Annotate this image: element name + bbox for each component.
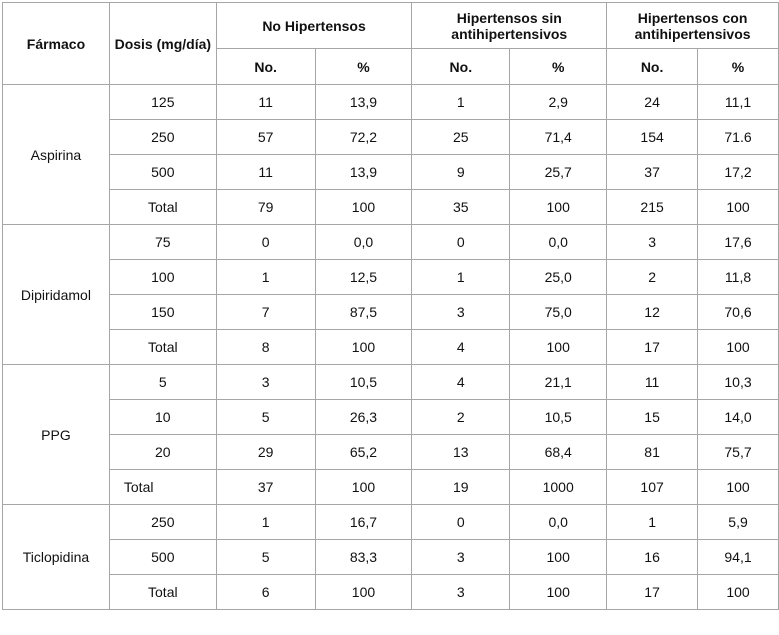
value-cell: 0,0 bbox=[510, 225, 607, 260]
value-cell: 72,2 bbox=[315, 120, 412, 155]
table-row bbox=[3, 85, 779, 120]
table-row bbox=[3, 260, 779, 295]
value-cell: 12,5 bbox=[315, 260, 412, 295]
header-dosis: Dosis (mg/día) bbox=[109, 3, 216, 85]
value-cell: 1 bbox=[216, 505, 315, 540]
value-cell: 12 bbox=[607, 295, 698, 330]
value-cell: 1 bbox=[216, 260, 315, 295]
header-pct: % bbox=[315, 49, 412, 85]
value-cell: 2 bbox=[607, 260, 698, 295]
table-row bbox=[3, 190, 779, 225]
value-cell: 100 bbox=[510, 575, 607, 610]
dose-cell: 10 bbox=[109, 400, 216, 435]
value-cell: 25,0 bbox=[510, 260, 607, 295]
value-cell: 100 bbox=[698, 330, 779, 365]
value-cell: 70,6 bbox=[698, 295, 779, 330]
value-cell: 5,9 bbox=[698, 505, 779, 540]
value-cell: 11 bbox=[216, 85, 315, 120]
value-cell: 25 bbox=[412, 120, 510, 155]
table-body bbox=[3, 85, 779, 610]
dose-cell: Total bbox=[109, 190, 216, 225]
value-cell: 9 bbox=[412, 155, 510, 190]
table-row bbox=[3, 365, 779, 400]
value-cell: 8 bbox=[216, 330, 315, 365]
value-cell: 100 bbox=[315, 330, 412, 365]
value-cell: 10,5 bbox=[315, 365, 412, 400]
header-no: No. bbox=[607, 49, 698, 85]
header-group-hipertensos-sin: Hipertensos sin antihipertensivos bbox=[412, 3, 607, 49]
value-cell: 0 bbox=[216, 225, 315, 260]
value-cell: 81 bbox=[607, 435, 698, 470]
dose-cell: 500 bbox=[109, 155, 216, 190]
value-cell: 3 bbox=[412, 295, 510, 330]
value-cell: 0 bbox=[412, 505, 510, 540]
header-farmaco: Fármaco bbox=[3, 3, 110, 85]
value-cell: 37 bbox=[607, 155, 698, 190]
value-cell: 79 bbox=[216, 190, 315, 225]
value-cell: 37 bbox=[216, 470, 315, 505]
table-row bbox=[3, 575, 779, 610]
dose-cell: 100 bbox=[109, 260, 216, 295]
value-cell: 65,2 bbox=[315, 435, 412, 470]
value-cell: 13 bbox=[412, 435, 510, 470]
value-cell: 17,2 bbox=[698, 155, 779, 190]
value-cell: 94,1 bbox=[698, 540, 779, 575]
header-no: No. bbox=[216, 49, 315, 85]
value-cell: 11 bbox=[216, 155, 315, 190]
value-cell: 75,0 bbox=[510, 295, 607, 330]
value-cell: 100 bbox=[510, 190, 607, 225]
dose-cell: 20 bbox=[109, 435, 216, 470]
table-row bbox=[3, 155, 779, 190]
value-cell: 3 bbox=[216, 365, 315, 400]
dose-cell: Total bbox=[109, 575, 216, 610]
table-row bbox=[3, 505, 779, 540]
value-cell: 107 bbox=[607, 470, 698, 505]
value-cell: 100 bbox=[510, 330, 607, 365]
value-cell: 100 bbox=[315, 575, 412, 610]
header-no: No. bbox=[412, 49, 510, 85]
table-row bbox=[3, 120, 779, 155]
value-cell: 100 bbox=[315, 470, 412, 505]
dose-cell: 250 bbox=[109, 505, 216, 540]
value-cell: 0,0 bbox=[315, 225, 412, 260]
value-cell: 10,5 bbox=[510, 400, 607, 435]
dose-cell: 250 bbox=[109, 120, 216, 155]
dose-cell: 75 bbox=[109, 225, 216, 260]
drug-name-cell: PPG bbox=[3, 365, 110, 505]
table-row bbox=[3, 540, 779, 575]
table-row bbox=[3, 330, 779, 365]
value-cell: 2,9 bbox=[510, 85, 607, 120]
value-cell: 11,1 bbox=[698, 85, 779, 120]
value-cell: 1 bbox=[412, 260, 510, 295]
header-pct: % bbox=[510, 49, 607, 85]
table-row bbox=[3, 435, 779, 470]
value-cell: 5 bbox=[216, 400, 315, 435]
value-cell: 87,5 bbox=[315, 295, 412, 330]
value-cell: 16,7 bbox=[315, 505, 412, 540]
value-cell: 17 bbox=[607, 575, 698, 610]
value-cell: 17 bbox=[607, 330, 698, 365]
value-cell: 6 bbox=[216, 575, 315, 610]
dose-cell: 125 bbox=[109, 85, 216, 120]
value-cell: 16 bbox=[607, 540, 698, 575]
dose-cell: Total bbox=[109, 330, 216, 365]
value-cell: 10,3 bbox=[698, 365, 779, 400]
dose-cell: 5 bbox=[109, 365, 216, 400]
data-table bbox=[2, 2, 779, 610]
value-cell: 4 bbox=[412, 330, 510, 365]
value-cell: 7 bbox=[216, 295, 315, 330]
table-row bbox=[3, 470, 779, 505]
value-cell: 0 bbox=[412, 225, 510, 260]
dose-cell: 500 bbox=[109, 540, 216, 575]
value-cell: 1 bbox=[607, 505, 698, 540]
dose-cell: 150 bbox=[109, 295, 216, 330]
value-cell: 215 bbox=[607, 190, 698, 225]
header-pct: % bbox=[698, 49, 779, 85]
value-cell: 0,0 bbox=[510, 505, 607, 540]
value-cell: 68,4 bbox=[510, 435, 607, 470]
value-cell: 1000 bbox=[510, 470, 607, 505]
value-cell: 100 bbox=[510, 540, 607, 575]
value-cell: 25,7 bbox=[510, 155, 607, 190]
value-cell: 17,6 bbox=[698, 225, 779, 260]
value-cell: 57 bbox=[216, 120, 315, 155]
value-cell: 19 bbox=[412, 470, 510, 505]
value-cell: 11 bbox=[607, 365, 698, 400]
value-cell: 29 bbox=[216, 435, 315, 470]
value-cell: 75,7 bbox=[698, 435, 779, 470]
value-cell: 13,9 bbox=[315, 85, 412, 120]
dose-cell: Total bbox=[109, 470, 216, 505]
value-cell: 83,3 bbox=[315, 540, 412, 575]
value-cell: 71,4 bbox=[510, 120, 607, 155]
value-cell: 5 bbox=[216, 540, 315, 575]
value-cell: 11,8 bbox=[698, 260, 779, 295]
value-cell: 35 bbox=[412, 190, 510, 225]
value-cell: 3 bbox=[412, 575, 510, 610]
drug-name-cell: Ticlopidina bbox=[3, 505, 110, 610]
value-cell: 21,1 bbox=[510, 365, 607, 400]
value-cell: 3 bbox=[412, 540, 510, 575]
header-group-hipertensos-con: Hipertensos con antihipertensivos bbox=[607, 3, 779, 49]
table-row bbox=[3, 295, 779, 330]
value-cell: 100 bbox=[698, 575, 779, 610]
value-cell: 15 bbox=[607, 400, 698, 435]
value-cell: 13,9 bbox=[315, 155, 412, 190]
value-cell: 100 bbox=[698, 470, 779, 505]
value-cell: 26,3 bbox=[315, 400, 412, 435]
value-cell: 3 bbox=[607, 225, 698, 260]
value-cell: 100 bbox=[315, 190, 412, 225]
value-cell: 4 bbox=[412, 365, 510, 400]
value-cell: 1 bbox=[412, 85, 510, 120]
value-cell: 71.6 bbox=[698, 120, 779, 155]
header-group-no-hipertensos: No Hipertensos bbox=[216, 3, 412, 49]
value-cell: 24 bbox=[607, 85, 698, 120]
table-row bbox=[3, 400, 779, 435]
table-row bbox=[3, 225, 779, 260]
value-cell: 100 bbox=[698, 190, 779, 225]
value-cell: 14,0 bbox=[698, 400, 779, 435]
value-cell: 2 bbox=[412, 400, 510, 435]
drug-name-cell: Aspirina bbox=[3, 85, 110, 225]
drug-name-cell: Dipiridamol bbox=[3, 225, 110, 365]
value-cell: 154 bbox=[607, 120, 698, 155]
